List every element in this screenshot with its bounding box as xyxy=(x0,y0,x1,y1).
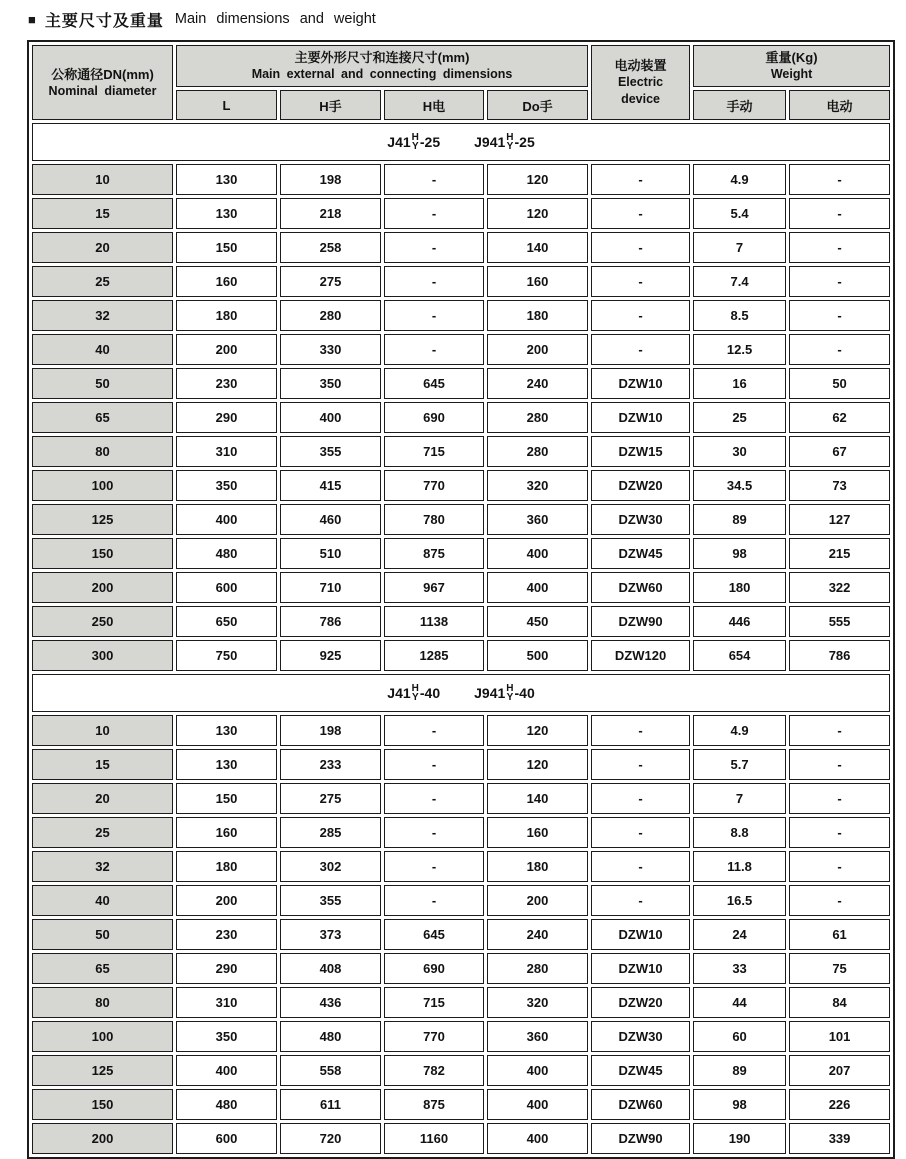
value-cell: 120 xyxy=(487,198,588,229)
value-cell: DZW10 xyxy=(591,402,690,433)
value-cell: 415 xyxy=(280,470,381,501)
value-cell: 280 xyxy=(487,402,588,433)
value-cell: 34.5 xyxy=(693,470,786,501)
value-cell: - xyxy=(591,300,690,331)
value-cell: - xyxy=(789,783,890,814)
value-cell: 207 xyxy=(789,1055,890,1086)
value-cell: 350 xyxy=(176,1021,277,1052)
table-row xyxy=(32,198,890,229)
dn-cell: 200 xyxy=(32,572,173,603)
table-row xyxy=(32,368,890,399)
value-cell: 1160 xyxy=(384,1123,484,1154)
dn-cell: 80 xyxy=(32,987,173,1018)
value-cell: - xyxy=(789,300,890,331)
value-cell: 7 xyxy=(693,232,786,263)
value-cell: 310 xyxy=(176,436,277,467)
value-cell: 98 xyxy=(693,538,786,569)
dn-cell: 80 xyxy=(32,436,173,467)
value-cell: 120 xyxy=(487,715,588,746)
valve-model xyxy=(474,684,535,703)
value-cell: 120 xyxy=(487,164,588,195)
value-cell: 60 xyxy=(693,1021,786,1052)
value-cell: - xyxy=(384,715,484,746)
valve-model-rating: -40 xyxy=(514,685,535,701)
dn-cell: 65 xyxy=(32,402,173,433)
value-cell: 750 xyxy=(176,640,277,671)
value-cell: - xyxy=(384,885,484,916)
table-row xyxy=(32,470,890,501)
value-cell: 360 xyxy=(487,1021,588,1052)
value-cell: 230 xyxy=(176,368,277,399)
valve-model xyxy=(474,133,535,152)
value-cell: 67 xyxy=(789,436,890,467)
value-cell: DZW45 xyxy=(591,538,690,569)
value-cell: - xyxy=(591,198,690,229)
value-cell: 4.9 xyxy=(693,164,786,195)
dn-cell: 40 xyxy=(32,334,173,365)
value-cell: 770 xyxy=(384,1021,484,1052)
value-cell: 480 xyxy=(176,538,277,569)
dn-cell: 50 xyxy=(32,919,173,950)
header-main-dimensions-en: Main external and connecting dimensions xyxy=(251,67,513,81)
value-cell: 16 xyxy=(693,368,786,399)
value-cell: 198 xyxy=(280,164,381,195)
value-cell: 690 xyxy=(384,953,484,984)
valve-model-cell xyxy=(32,674,890,712)
value-cell: 350 xyxy=(280,368,381,399)
value-cell: - xyxy=(384,300,484,331)
value-cell: 770 xyxy=(384,470,484,501)
value-cell: 1138 xyxy=(384,606,484,637)
value-cell: 650 xyxy=(176,606,277,637)
value-cell: 130 xyxy=(176,198,277,229)
valve-model-base: J41 xyxy=(387,685,411,701)
value-cell: 98 xyxy=(693,1089,786,1120)
value-cell: 12.5 xyxy=(693,334,786,365)
page-title-zh: 主要尺寸及重量 xyxy=(44,12,164,30)
value-cell: 320 xyxy=(487,987,588,1018)
value-cell: DZW90 xyxy=(591,606,690,637)
value-cell: DZW20 xyxy=(591,987,690,1018)
value-cell: 285 xyxy=(280,817,381,848)
value-cell: 400 xyxy=(280,402,381,433)
dn-cell: 150 xyxy=(32,538,173,569)
value-cell: DZW90 xyxy=(591,1123,690,1154)
value-cell: DZW10 xyxy=(591,919,690,950)
valve-model xyxy=(387,133,440,152)
dn-cell: 65 xyxy=(32,953,173,984)
value-cell: 786 xyxy=(789,640,890,671)
value-cell: 89 xyxy=(693,504,786,535)
value-cell: 330 xyxy=(280,334,381,365)
value-cell: 715 xyxy=(384,436,484,467)
value-cell: - xyxy=(384,817,484,848)
table-row xyxy=(32,1055,890,1086)
value-cell: 710 xyxy=(280,572,381,603)
dn-cell: 20 xyxy=(32,232,173,263)
value-cell: 400 xyxy=(487,1123,588,1154)
value-cell: 875 xyxy=(384,1089,484,1120)
header-weight-en: Weight xyxy=(770,67,813,81)
value-cell: - xyxy=(591,783,690,814)
value-cell: DZW15 xyxy=(591,436,690,467)
value-cell: 200 xyxy=(487,334,588,365)
value-cell: 780 xyxy=(384,504,484,535)
value-cell: 190 xyxy=(693,1123,786,1154)
dn-cell: 200 xyxy=(32,1123,173,1154)
value-cell: 450 xyxy=(487,606,588,637)
value-cell: DZW120 xyxy=(591,640,690,671)
dn-cell: 300 xyxy=(32,640,173,671)
value-cell: - xyxy=(789,851,890,882)
value-cell: 198 xyxy=(280,715,381,746)
value-cell: - xyxy=(591,817,690,848)
value-cell: 240 xyxy=(487,368,588,399)
table-row xyxy=(32,164,890,195)
valve-model-base: J41 xyxy=(387,134,411,150)
table-row xyxy=(32,885,890,916)
value-cell: - xyxy=(591,749,690,780)
table-row xyxy=(32,715,890,746)
value-cell: 715 xyxy=(384,987,484,1018)
value-cell: - xyxy=(384,851,484,882)
table-row xyxy=(32,504,890,535)
dn-cell: 40 xyxy=(32,885,173,916)
valve-model-hy-stack: H Y xyxy=(506,131,514,152)
dn-cell: 250 xyxy=(32,606,173,637)
valve-model-hy-stack: H Y xyxy=(411,682,419,703)
value-cell: 130 xyxy=(176,749,277,780)
page-title xyxy=(28,8,906,30)
header-main-dimensions xyxy=(176,45,588,87)
dn-cell: 100 xyxy=(32,470,173,501)
section-header-row xyxy=(32,674,890,712)
value-cell: 240 xyxy=(487,919,588,950)
value-cell: 290 xyxy=(176,402,277,433)
dn-cell: 100 xyxy=(32,1021,173,1052)
value-cell: DZW10 xyxy=(591,953,690,984)
value-cell: 101 xyxy=(789,1021,890,1052)
value-cell: 180 xyxy=(176,300,277,331)
value-cell: 200 xyxy=(487,885,588,916)
value-cell: 600 xyxy=(176,572,277,603)
table-row xyxy=(32,640,890,671)
value-cell: 120 xyxy=(487,749,588,780)
value-cell: 645 xyxy=(384,919,484,950)
value-cell: 218 xyxy=(280,198,381,229)
header-weight xyxy=(693,45,890,87)
table-row xyxy=(32,817,890,848)
value-cell: - xyxy=(591,334,690,365)
value-cell: 130 xyxy=(176,164,277,195)
value-cell: 967 xyxy=(384,572,484,603)
table-row xyxy=(32,436,890,467)
value-cell: 645 xyxy=(384,368,484,399)
value-cell: 786 xyxy=(280,606,381,637)
value-cell: 127 xyxy=(789,504,890,535)
value-cell: 611 xyxy=(280,1089,381,1120)
value-cell: 140 xyxy=(487,232,588,263)
value-cell: 50 xyxy=(789,368,890,399)
header-col-L: L xyxy=(176,90,277,120)
dn-cell: 15 xyxy=(32,198,173,229)
square-bullet-icon: ■ xyxy=(28,11,36,27)
value-cell: 160 xyxy=(487,817,588,848)
value-cell: 180 xyxy=(487,851,588,882)
value-cell: - xyxy=(384,783,484,814)
value-cell: 44 xyxy=(693,987,786,1018)
value-cell: 8.5 xyxy=(693,300,786,331)
value-cell: 180 xyxy=(487,300,588,331)
value-cell: 275 xyxy=(280,783,381,814)
value-cell: 322 xyxy=(789,572,890,603)
value-cell: DZW20 xyxy=(591,470,690,501)
value-cell: 280 xyxy=(487,953,588,984)
value-cell: - xyxy=(384,334,484,365)
value-cell: 320 xyxy=(487,470,588,501)
value-cell: 310 xyxy=(176,987,277,1018)
value-cell: - xyxy=(789,817,890,848)
value-cell: 150 xyxy=(176,232,277,263)
value-cell: 140 xyxy=(487,783,588,814)
value-cell: 408 xyxy=(280,953,381,984)
value-cell: 130 xyxy=(176,715,277,746)
table-row xyxy=(32,266,890,297)
value-cell: 1285 xyxy=(384,640,484,671)
valve-model-hy-stack: H Y xyxy=(506,682,514,703)
value-cell: 400 xyxy=(487,538,588,569)
value-cell: 33 xyxy=(693,953,786,984)
value-cell: - xyxy=(384,232,484,263)
value-cell: 373 xyxy=(280,919,381,950)
table-row xyxy=(32,1123,890,1154)
header-main-dimensions-zh: 主要外形尺寸和连接尺寸(mm) xyxy=(294,50,470,65)
valve-model-rating: -40 xyxy=(419,685,441,701)
value-cell: 16.5 xyxy=(693,885,786,916)
valve-model-hy-stack: H Y xyxy=(411,131,419,152)
value-cell: DZW60 xyxy=(591,1089,690,1120)
value-cell: 7 xyxy=(693,783,786,814)
dn-cell: 10 xyxy=(32,715,173,746)
dn-cell: 32 xyxy=(32,300,173,331)
header-col-H-electric: H电 xyxy=(384,90,484,120)
value-cell: 73 xyxy=(789,470,890,501)
header-electric-device xyxy=(591,45,690,120)
table-row xyxy=(32,538,890,569)
value-cell: 200 xyxy=(176,334,277,365)
value-cell: - xyxy=(384,198,484,229)
value-cell: - xyxy=(591,164,690,195)
value-cell: 89 xyxy=(693,1055,786,1086)
value-cell: DZW60 xyxy=(591,572,690,603)
value-cell: - xyxy=(591,232,690,263)
value-cell: 400 xyxy=(487,572,588,603)
table-row xyxy=(32,334,890,365)
dn-cell: 125 xyxy=(32,1055,173,1086)
header-electric-device-en2: device xyxy=(621,92,660,106)
value-cell: 280 xyxy=(280,300,381,331)
valve-model-rating: -25 xyxy=(514,134,535,150)
value-cell: 460 xyxy=(280,504,381,535)
value-cell: - xyxy=(789,885,890,916)
value-cell: 782 xyxy=(384,1055,484,1086)
value-cell: - xyxy=(789,266,890,297)
value-cell: 5.4 xyxy=(693,198,786,229)
value-cell: 302 xyxy=(280,851,381,882)
value-cell: 555 xyxy=(789,606,890,637)
value-cell: 5.7 xyxy=(693,749,786,780)
value-cell: 180 xyxy=(176,851,277,882)
table-row xyxy=(32,851,890,882)
dn-cell: 150 xyxy=(32,1089,173,1120)
table-row xyxy=(32,1021,890,1052)
value-cell: 7.4 xyxy=(693,266,786,297)
value-cell: - xyxy=(384,266,484,297)
value-cell: DZW45 xyxy=(591,1055,690,1086)
value-cell: 654 xyxy=(693,640,786,671)
value-cell: 160 xyxy=(487,266,588,297)
value-cell: 925 xyxy=(280,640,381,671)
value-cell: 61 xyxy=(789,919,890,950)
value-cell: DZW10 xyxy=(591,368,690,399)
dn-cell: 15 xyxy=(32,749,173,780)
value-cell: 230 xyxy=(176,919,277,950)
value-cell: 4.9 xyxy=(693,715,786,746)
table-row xyxy=(32,1089,890,1120)
value-cell: 480 xyxy=(176,1089,277,1120)
value-cell: - xyxy=(591,885,690,916)
table-row xyxy=(32,300,890,331)
header-nominal-diameter-zh: 公称通径DN(mm) xyxy=(51,66,154,82)
dn-cell: 25 xyxy=(32,266,173,297)
value-cell: 150 xyxy=(176,783,277,814)
header-weight-zh: 重量(Kg) xyxy=(765,50,818,65)
value-cell: - xyxy=(591,715,690,746)
table-row xyxy=(32,749,890,780)
value-cell: 355 xyxy=(280,885,381,916)
value-cell: 400 xyxy=(487,1089,588,1120)
value-cell: - xyxy=(789,164,890,195)
value-cell: 25 xyxy=(693,402,786,433)
value-cell: 558 xyxy=(280,1055,381,1086)
value-cell: - xyxy=(384,749,484,780)
value-cell: 290 xyxy=(176,953,277,984)
value-cell: 8.8 xyxy=(693,817,786,848)
table-row xyxy=(32,783,890,814)
value-cell: - xyxy=(384,164,484,195)
value-cell: 355 xyxy=(280,436,381,467)
header-col-H-manual: H手 xyxy=(280,90,381,120)
dn-cell: 50 xyxy=(32,368,173,399)
table-row xyxy=(32,987,890,1018)
table-row xyxy=(32,232,890,263)
value-cell: 339 xyxy=(789,1123,890,1154)
value-cell: 275 xyxy=(280,266,381,297)
value-cell: - xyxy=(789,334,890,365)
header-electric-device-en1: Electric xyxy=(617,75,664,89)
page-title-en: Main dimensions and weight xyxy=(174,11,376,27)
value-cell: 720 xyxy=(280,1123,381,1154)
dn-cell: 25 xyxy=(32,817,173,848)
value-cell: 180 xyxy=(693,572,786,603)
value-cell: 510 xyxy=(280,538,381,569)
value-cell: 400 xyxy=(487,1055,588,1086)
value-cell: - xyxy=(591,851,690,882)
table-row xyxy=(32,572,890,603)
value-cell: 200 xyxy=(176,885,277,916)
dn-cell: 10 xyxy=(32,164,173,195)
dn-cell: 20 xyxy=(32,783,173,814)
table-row xyxy=(32,402,890,433)
table-row xyxy=(32,919,890,950)
valve-model-base: J941 xyxy=(474,685,506,701)
section-header-row xyxy=(32,123,890,161)
value-cell: 226 xyxy=(789,1089,890,1120)
header-col-weight-manual: 手动 xyxy=(693,90,786,120)
value-cell: - xyxy=(789,232,890,263)
value-cell: 350 xyxy=(176,470,277,501)
value-cell: 400 xyxy=(176,504,277,535)
valve-model xyxy=(387,684,440,703)
header-electric-device-zh: 电动装置 xyxy=(614,58,667,73)
value-cell: 258 xyxy=(280,232,381,263)
value-cell: DZW30 xyxy=(591,504,690,535)
header-col-Do-manual: Do手 xyxy=(487,90,588,120)
value-cell: - xyxy=(789,198,890,229)
valve-model-rating: -25 xyxy=(419,134,441,150)
dimensions-weight-table xyxy=(27,40,895,1159)
valve-model-base: J941 xyxy=(474,134,506,150)
value-cell: 24 xyxy=(693,919,786,950)
value-cell: 875 xyxy=(384,538,484,569)
value-cell: 160 xyxy=(176,817,277,848)
value-cell: 500 xyxy=(487,640,588,671)
value-cell: 75 xyxy=(789,953,890,984)
value-cell: 30 xyxy=(693,436,786,467)
value-cell: 436 xyxy=(280,987,381,1018)
dn-cell: 32 xyxy=(32,851,173,882)
value-cell: - xyxy=(591,266,690,297)
header-nominal-diameter-en: Nominal diameter xyxy=(48,83,157,98)
value-cell: 446 xyxy=(693,606,786,637)
value-cell: 480 xyxy=(280,1021,381,1052)
value-cell: 84 xyxy=(789,987,890,1018)
value-cell: 280 xyxy=(487,436,588,467)
valve-model-cell xyxy=(32,123,890,161)
header-nominal-diameter xyxy=(32,45,173,120)
value-cell: DZW30 xyxy=(591,1021,690,1052)
value-cell: 360 xyxy=(487,504,588,535)
value-cell: 600 xyxy=(176,1123,277,1154)
value-cell: 400 xyxy=(176,1055,277,1086)
value-cell: 11.8 xyxy=(693,851,786,882)
value-cell: 62 xyxy=(789,402,890,433)
dn-cell: 125 xyxy=(32,504,173,535)
value-cell: 690 xyxy=(384,402,484,433)
value-cell: - xyxy=(789,715,890,746)
table-row xyxy=(32,606,890,637)
value-cell: 160 xyxy=(176,266,277,297)
value-cell: - xyxy=(789,749,890,780)
value-cell: 233 xyxy=(280,749,381,780)
table-row xyxy=(32,953,890,984)
header-col-weight-electric: 电动 xyxy=(789,90,890,120)
value-cell: 215 xyxy=(789,538,890,569)
